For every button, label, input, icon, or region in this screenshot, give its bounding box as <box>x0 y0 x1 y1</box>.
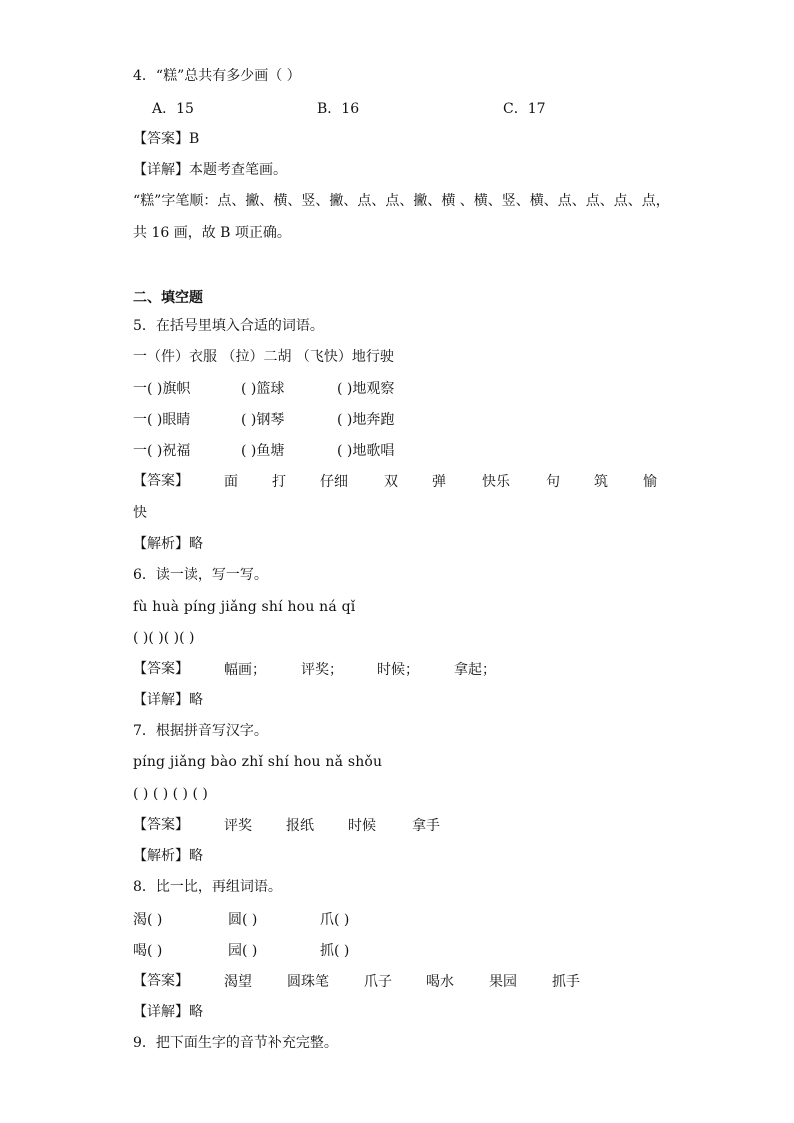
q5-blank: ( )地歌唱 <box>337 443 395 459</box>
q5-blank: ( )地奔跑 <box>337 412 395 428</box>
q5-blank: 一( )祝福 <box>133 443 191 459</box>
q8-blank: 园( ) <box>228 943 258 959</box>
q5-title: 5．在括号里填入合适的词语。 <box>133 318 324 334</box>
q5-blank: ( )篮球 <box>241 381 285 397</box>
q8-blank: 爪( ) <box>320 912 350 928</box>
q8-answer: 圆珠笔 <box>287 974 329 990</box>
q5-answer-wrap: 快 <box>133 505 147 521</box>
q5-answer: 愉 <box>643 474 657 490</box>
q5-blank: ( )鱼塘 <box>241 443 285 459</box>
q7-answer: 时候 <box>348 818 376 834</box>
q5-blank: 一( )旗帜 <box>133 381 191 397</box>
q8-blank: 圆( ) <box>228 912 258 928</box>
q7-answer: 评奖 <box>224 818 252 834</box>
q5-answer: 打 <box>272 474 286 490</box>
q6-title: 6．读一读，写一写。 <box>133 567 268 583</box>
q8-answer: 渴望 <box>224 974 252 990</box>
q8-detail: 【详解】略 <box>133 1004 203 1020</box>
q5-blank: 一( )眼睛 <box>133 412 191 428</box>
q6-blanks: ( )( )( )( ) <box>133 630 195 646</box>
q5-answer: 仔细 <box>320 474 348 490</box>
q8-answer-label: 【答案】 <box>133 973 189 989</box>
q4-option-b: B．16 <box>317 101 360 117</box>
q8-blank: 喝( ) <box>133 943 163 959</box>
q7-answer: 拿手 <box>412 818 440 834</box>
q8-answer: 果园 <box>489 974 517 990</box>
q6-pinyin: fù huà píng jiǎng shí hou ná qǐ <box>133 599 356 615</box>
q4-detail-line1: “糕”字笔顺：点、撇、横、竖、撇、点、点、撇、横 、横、竖、横、点、点、点、点， <box>133 193 670 209</box>
q7-answer-label: 【答案】 <box>133 817 189 833</box>
q6-answer: 时候； <box>377 662 419 678</box>
section-heading: 二、填空题 <box>133 290 203 306</box>
q8-blank: 抓( ) <box>320 943 350 959</box>
q4-detail-line2: 共 16 画，故 B 项正确。 <box>133 225 291 241</box>
q8-title: 8．比一比，再组词语。 <box>133 879 282 895</box>
q7-answer: 报纸 <box>286 818 314 834</box>
q6-answer-label: 【答案】 <box>133 661 189 677</box>
q8-answer: 喝水 <box>426 974 454 990</box>
q5-answer: 面 <box>224 474 238 490</box>
q5-answer: 快乐 <box>482 474 510 490</box>
q5-answer: 双 <box>384 474 398 490</box>
q4-title: 4．“糕”总共有多少画（ ） <box>133 68 301 84</box>
q9-title: 9．把下面生字的音节补充完整。 <box>133 1035 338 1051</box>
q7-blanks: ( ) ( ) ( ) ( ) <box>133 786 208 802</box>
q5-answer: 筑 <box>594 474 608 490</box>
q6-answer: 幅画； <box>224 662 266 678</box>
q6-answer: 评奖； <box>301 662 343 678</box>
q5-blank: ( )地观察 <box>337 381 395 397</box>
q6-answer: 拿起； <box>454 662 496 678</box>
q6-detail: 【详解】略 <box>133 692 203 708</box>
q5-example: 一（件）衣服 （拉）二胡 （飞快）地行驶 <box>133 349 394 365</box>
q7-pinyin: píng jiǎng bào zhǐ shí hou nǎ shǒu <box>133 754 383 770</box>
q7-title: 7．根据拼音写汉字。 <box>133 723 268 739</box>
q5-answer: 弹 <box>432 474 446 490</box>
q5-analysis: 【解析】略 <box>133 536 203 552</box>
q5-answer-label: 【答案】 <box>133 473 189 489</box>
q5-answer: 句 <box>546 474 560 490</box>
q8-blank: 渴( ) <box>133 912 163 928</box>
q8-answer: 抓手 <box>552 974 580 990</box>
q4-detail: 【详解】本题考查笔画。 <box>133 162 287 178</box>
q8-answer: 爪子 <box>364 974 392 990</box>
q4-answer: 【答案】B <box>133 131 200 147</box>
q5-blank: ( )钢琴 <box>241 412 285 428</box>
q4-option-c: C．17 <box>503 101 546 117</box>
q4-option-a: A．15 <box>152 101 194 117</box>
q7-analysis: 【解析】略 <box>133 848 203 864</box>
